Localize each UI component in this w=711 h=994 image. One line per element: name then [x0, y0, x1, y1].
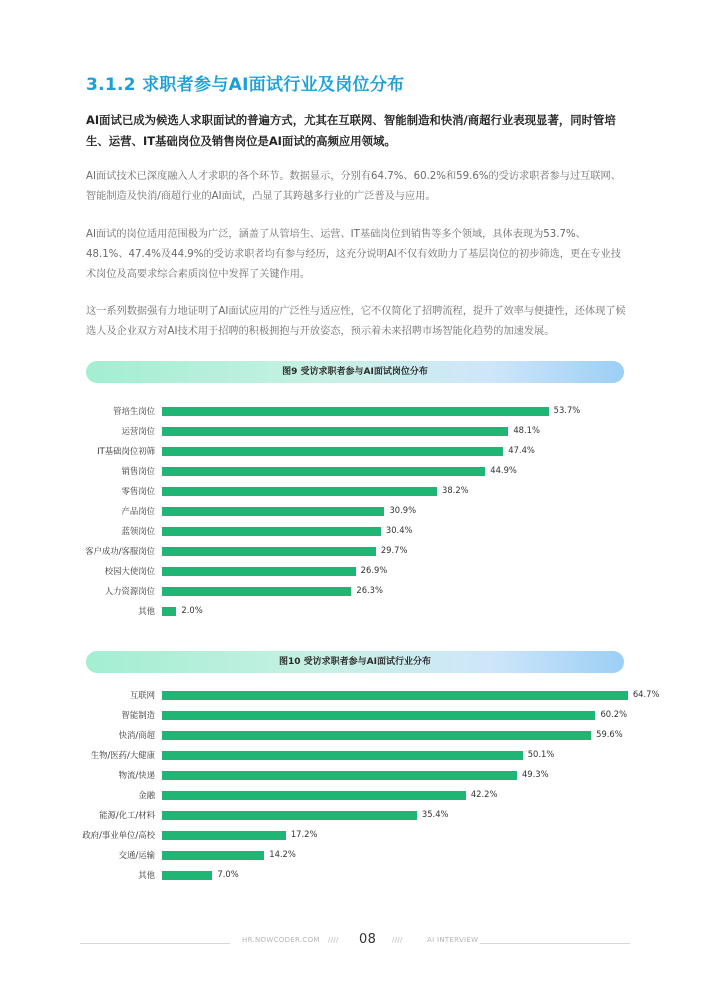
footer-site: HR.NOWCODER.COM [242, 936, 320, 944]
value-label: 30.9% [389, 505, 417, 515]
bar-row [0, 482, 711, 502]
category-label: 销售岗位 [121, 466, 155, 476]
bar-row [0, 462, 711, 482]
footer-separator-left: //// [328, 936, 339, 944]
category-label: 产品岗位 [121, 506, 155, 516]
value-label: 48.1% [513, 425, 540, 435]
bar [162, 691, 628, 700]
bar [162, 447, 503, 456]
bar-row [0, 846, 711, 866]
category-label: 人力资源岗位 [104, 586, 155, 596]
bar-row [0, 582, 711, 602]
value-label: 44.9% [490, 465, 517, 475]
value-label: 14.2% [269, 849, 296, 859]
bar [162, 427, 508, 436]
category-label: 校园大使岗位 [104, 566, 155, 576]
category-label: 客户成功/客服岗位 [85, 546, 155, 556]
bar-row [0, 746, 711, 766]
bar [162, 871, 212, 880]
value-label: 30.4% [385, 525, 413, 535]
bar [162, 567, 356, 576]
value-label: 38.2% [442, 485, 469, 495]
page-number: 08 [359, 932, 377, 947]
category-label: 互联网 [129, 690, 155, 700]
bar-row [0, 706, 711, 726]
value-label: 47.4% [508, 445, 535, 455]
value-label: 60.2% [600, 709, 628, 719]
category-label: 其他 [138, 870, 155, 880]
chart-10-title: 图10 受访求职者参与AI面试行业分布 [86, 651, 624, 673]
bar-row [0, 562, 711, 582]
category-label: 政府/事业单位/高校 [82, 830, 155, 840]
footer-tagline: AI INTERVIEW [427, 936, 479, 944]
bar [162, 771, 517, 780]
category-label: 能源/化工/材料 [99, 810, 155, 820]
value-label: 26.3% [356, 585, 383, 595]
bar-row [0, 786, 711, 806]
footer-separator-right: //// [392, 936, 403, 944]
category-label: 蓝领岗位 [121, 526, 155, 536]
chart-9-title: 图9 受访求职者参与AI面试岗位分布 [86, 361, 624, 383]
bar-row [0, 502, 711, 522]
bar [162, 487, 437, 496]
bar [162, 711, 595, 720]
bar-row [0, 806, 711, 826]
value-label: 2.0% [181, 605, 203, 615]
bar [162, 731, 591, 740]
section-lead: AI面试已成为候选人求职面试的普遍方式，尤其在互联网、智能制造和快消/商超行业表现显著，同时管培生、运营、IT基础岗位及销售岗位是AI面试的高频应用领域。 [86, 113, 616, 148]
bar-row [0, 826, 711, 846]
category-label: 快消/商超 [118, 730, 155, 740]
bar [162, 527, 381, 536]
category-label: 其他 [138, 606, 155, 616]
bar [162, 547, 376, 556]
bar-row [0, 542, 711, 562]
category-label: 交通/运输 [118, 850, 155, 860]
category-label: 物流/快递 [118, 770, 155, 780]
value-label: 42.2% [470, 789, 498, 799]
bar [162, 831, 286, 840]
bar [162, 851, 264, 860]
category-label: 金融 [138, 790, 155, 800]
paragraph-2: AI面试的岗位适用范围极为广泛，涵盖了从管培生、运营、IT基础岗位到销售等多个领域，具体表现为53.7%、48.1%、47.4%及44.9%的受访求职者均有参与经历，这充分说明AI不仅有效助力了基层岗位的初步筛选，更在专业技术岗位及高要求综合素质岗位中发挥了关键作用。 [86, 229, 621, 280]
footer-divider-left [80, 943, 230, 944]
category-label: 生物/医药/大健康 [90, 750, 155, 760]
value-label: 50.1% [527, 749, 555, 759]
bar [162, 507, 384, 516]
bar-row [0, 866, 711, 886]
category-label: IT基础岗位初筛 [97, 446, 155, 456]
bar-row [0, 726, 711, 746]
value-label: 29.7% [380, 545, 408, 555]
category-label: 智能制造 [121, 710, 155, 720]
bar-row [0, 766, 711, 786]
category-label: 运营岗位 [121, 426, 155, 436]
section-title: 3.1.2 求职者参与AI面试行业及岗位分布 [86, 75, 405, 95]
value-label: 7.0% [217, 869, 239, 879]
paragraph-1: AI面试技术已深度融入人才求职的各个环节。数据显示，分别有64.7%、60.2%和59.6%的受访求职者参与过互联网、智能制造及快消/商超行业的AI面试，凸显了其跨越多行业的广泛普及与应用。 [86, 171, 621, 202]
bar [162, 607, 176, 616]
value-label: 26.9% [360, 565, 388, 575]
footer-divider-right [480, 943, 630, 944]
value-label: 64.7% [632, 689, 660, 699]
value-label: 53.7% [553, 405, 581, 415]
category-label: 零售岗位 [121, 486, 155, 496]
bar [162, 791, 466, 800]
value-label: 35.4% [421, 809, 449, 819]
bar [162, 751, 523, 760]
value-label: 17.2% [290, 829, 318, 839]
paragraph-3: 这一系列数据强有力地证明了AI面试应用的广泛性与适应性，它不仅简化了招聘流程，提升了效率与便捷性，还体现了候选人及企业双方对AI技术用于招聘的积极拥抱与开放姿态，预示着未来招聘市场智能化趋势的加速发展。 [86, 306, 626, 337]
bar-row [0, 442, 711, 462]
value-label: 59.6% [596, 729, 623, 739]
bar-row [0, 422, 711, 442]
bar-row [0, 602, 711, 622]
bar-row [0, 686, 711, 706]
bar-row [0, 522, 711, 542]
bar [162, 407, 549, 416]
bar [162, 467, 485, 476]
value-label: 49.3% [521, 769, 549, 779]
category-label: 管培生岗位 [113, 406, 155, 416]
bar [162, 811, 417, 820]
bar [162, 587, 351, 596]
bar-row [0, 402, 711, 422]
